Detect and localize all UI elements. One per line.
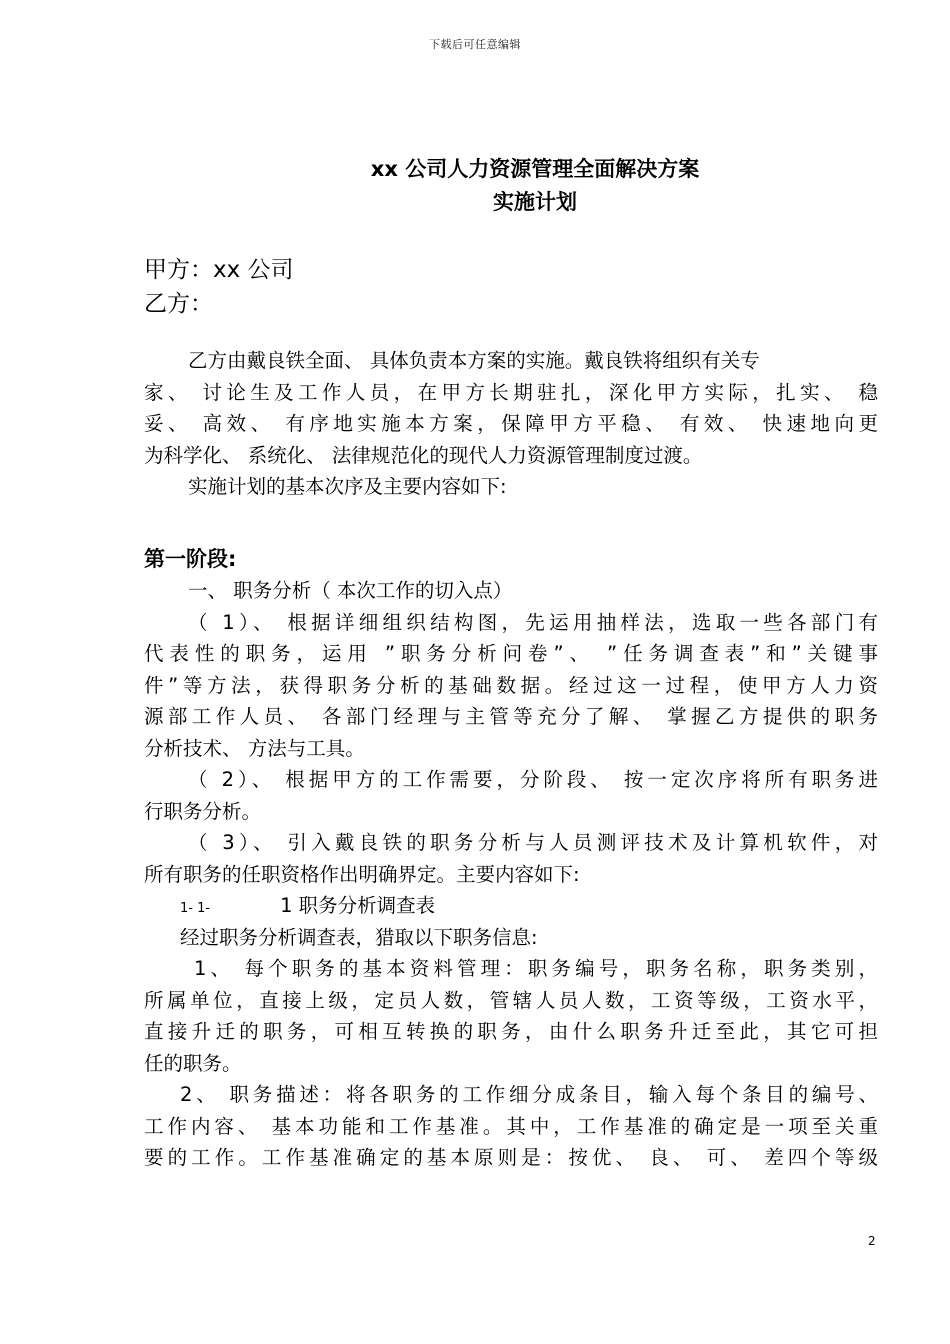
header-note: 下载后可任意编辑	[429, 38, 521, 51]
paragraph-line: 所有职务的任职资格作出明确界定。主要内容如下:	[144, 862, 580, 886]
paragraph-line: 乙方由戴良铁全面、 具体负责本方案的实施。戴良铁将组织有关专	[188, 349, 760, 372]
document-title: xx 公司人力资源管理全面解决方案	[370, 157, 700, 181]
paragraph-line: 行职务分析。	[144, 799, 262, 823]
document-subtitle: 实施计划	[493, 190, 577, 214]
party-a: 甲方：xx 公司	[144, 257, 294, 283]
paragraph-line: 1、 每个职务的基本资料管理：职务编号，职务名称，职务类别，	[194, 957, 878, 980]
paragraph-line: 分析技术、 方法与工具。	[144, 736, 365, 760]
paragraph-line: 任的职务。	[144, 1051, 242, 1075]
paragraph-line: 代表性的职务，运用 ”职务分析问卷”、 ”任务调查表”和”关键事	[144, 642, 878, 665]
page-number: 2	[868, 1234, 876, 1248]
paragraph-line: （ 3）、 引入戴良铁的职务分析与人员测评技术及计算机软件，对	[188, 831, 878, 854]
paragraph-line: 实施计划的基本次序及主要内容如下:	[188, 475, 507, 498]
paragraph-line: （ 2）、 根据甲方的工作需要，分阶段、 按一定次序将所有职务进	[188, 768, 878, 791]
paragraph-line: 经过职务分析调查表，猎取以下职务信息:	[180, 925, 538, 949]
paragraph-line: 要的工作。工作基准确定的基本原则是：按优、 良、 可、 差四个等级	[144, 1146, 878, 1169]
subsection-heading	[144, 890, 878, 922]
paragraph-line: 家、 讨论生及工作人员，在甲方长期驻扎，深化甲方实际，扎实、 稳	[144, 380, 878, 404]
paragraph-line: 源部工作人员、 各部门经理与主管等充分了解、 掌握乙方提供的职务	[144, 705, 878, 728]
paragraph-line: 工作内容、 基本功能和工作基准。其中，工作基准的确定是一项至关重	[144, 1114, 878, 1138]
section-item-heading: 一、 职务分析（ 本次工作的切入点）	[188, 579, 513, 602]
subsection-title: 1 职务分析调查表	[280, 894, 436, 917]
party-b: 乙方：	[144, 291, 213, 317]
paragraph-line: （ 1）、 根据详细组织结构图，先运用抽样法，选取一些各部门有	[188, 610, 878, 634]
paragraph-line: 件”等方法，获得职务分析的基础数据。经过这一过程，使甲方人力资	[144, 673, 878, 697]
paragraph-line: 直接升迁的职务，可相互转换的职务，由什么职务升迁至此，其它可担	[144, 1020, 878, 1043]
stage-heading: 第一阶段:	[144, 547, 237, 571]
paragraph-line: 妥、 高效、 有序地实施本方案，保障甲方平稳、 有效、 快速地向更	[144, 412, 878, 435]
paragraph-line: 所属单位，直接上级，定员人数，管辖人员人数，工资等级，工资水平，	[144, 988, 878, 1012]
stage1-section	[144, 575, 878, 1174]
subsection-number: 1- 1-	[180, 901, 211, 916]
paragraph-line: 2、 职务描述：将各职务的工作细分成条目，输入每个条目的编号、	[180, 1083, 878, 1106]
paragraph-line: 为科学化、 系统化、 法律规范化的现代人力资源管理制度过渡。	[144, 443, 703, 467]
intro-section	[144, 345, 878, 503]
